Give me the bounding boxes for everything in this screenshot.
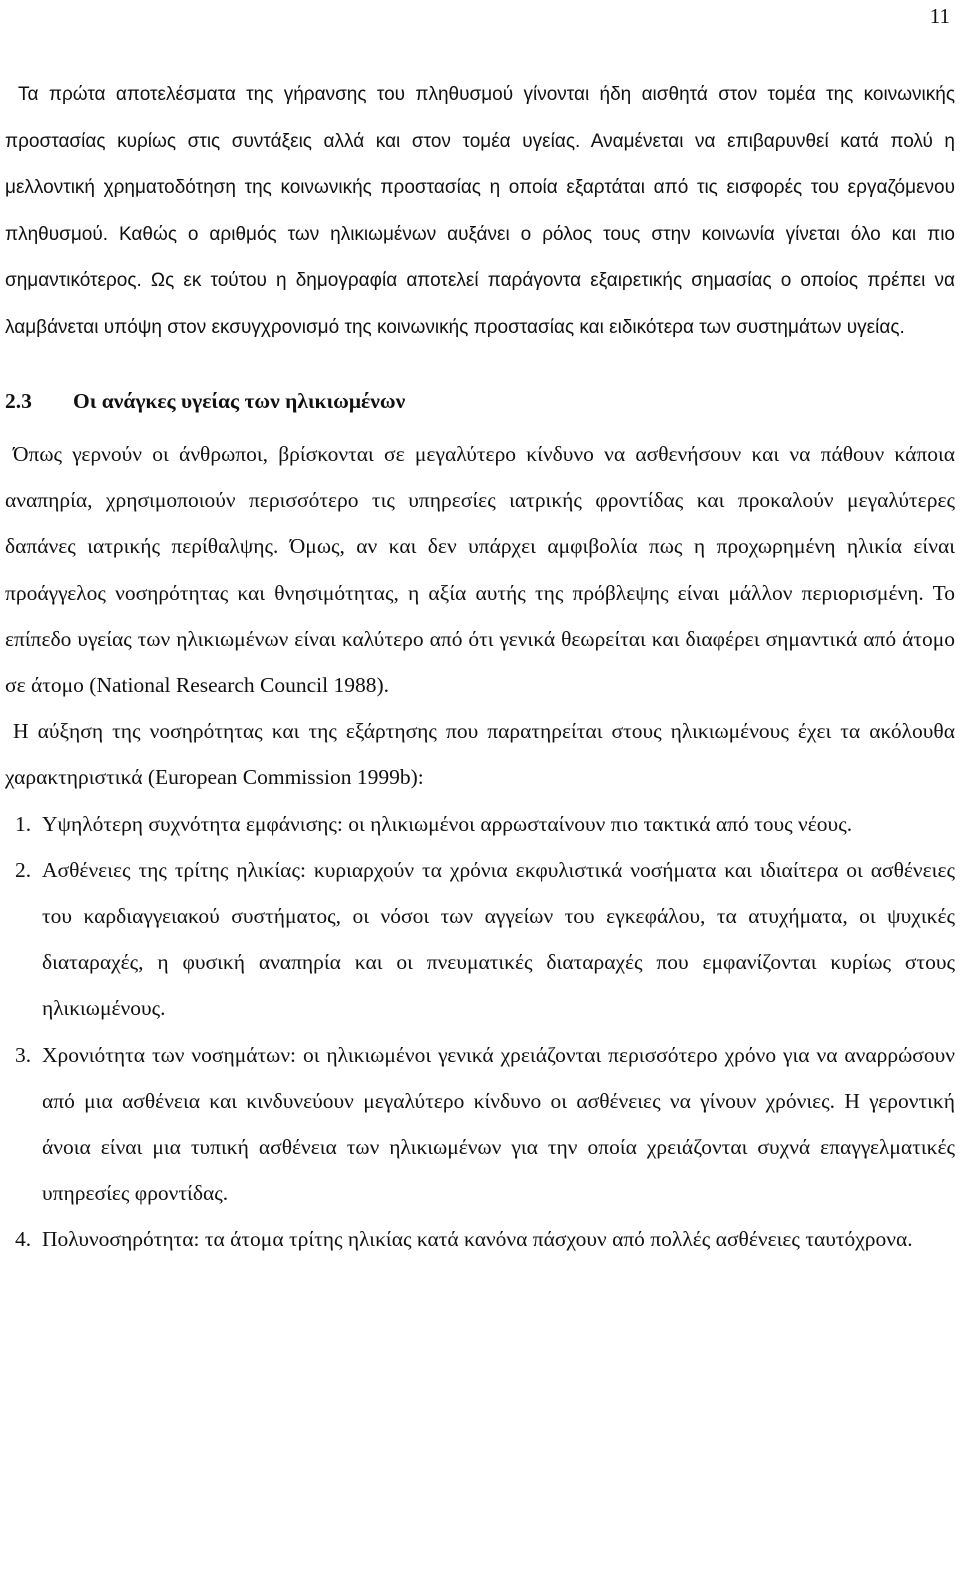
characteristics-list <box>5 801 955 1263</box>
intro-paragraph-text: Τα πρώτα αποτελέσματα της γήρανσης του πληθυσμού γίνονται ήδη αισθητά στον τομέα της κοινωνικής προστασίας κυρίως στις συντάξεις αλλά και στον τομέα υγείας. Αναμένεται να επιβαρυνθεί κατά πολύ η μελλοντική χρηματοδότηση της κοινωνικής προστασίας η οποία εξαρτάται από τις εισφορές του εργαζόμενου πληθυσμού. Καθώς ο αριθμός των ηλικιωμένων αυξάνει ο ρόλος τους στην κοινωνία γίνεται όλο και πιο σημαντικότερος. Ως εκ τούτου η δημογραφία αποτελεί παράγοντα εξαιρετικής σημασίας ο οποίος πρέπει να λαμβάνεται υπόψη στον εκσυγχρονισμό της κοινωνικής προστασίας και ειδικότερα των συστημάτων υγείας. <box>5 84 955 338</box>
section-heading <box>5 378 955 424</box>
page-number: 11 <box>929 4 950 28</box>
body-paragraph-2: Η αύξηση της νοσηρότητας και της εξάρτησης που παρατηρείται στους ηλικιωμένους έχει τα ακόλουθα χαρακτηριστικά (European Commission 1999b): <box>5 719 955 790</box>
list-item-text: Ασθένειες της τρίτης ηλικίας: κυριαρχούν τα χρόνια εκφυλιστικά νοσήματα και ιδιαίτερα οι ασθένειες του καρδιαγγειακού συστήματος, οι νόσοι των αγγείων του εγκεφάλου, τα ατυχήματα, οι ψυχικές διαταραχές, η φυσική αναπηρία και οι πνευματικές διαταραχές που εμφανίζονται κυρίως στους ηλικιωμένους. <box>42 857 955 1021</box>
list-item <box>5 801 955 847</box>
list-item <box>5 1032 955 1217</box>
list-item <box>5 1216 955 1262</box>
section-title: Οι ανάγκες υγείας των ηλικιωμένων <box>73 389 406 413</box>
page-content <box>5 72 955 1263</box>
section-number: 2.3 <box>5 389 32 413</box>
list-item <box>5 847 955 1032</box>
list-item-text: Πολυνοσηρότητα: τα άτομα τρίτης ηλικίας κατά κανόνα πάσχουν από πολλές ασθένειες ταυτόχρονα. <box>42 1227 913 1252</box>
intro-paragraph <box>5 72 955 351</box>
list-marker: 3. <box>15 1042 32 1067</box>
list-marker: 1. <box>15 811 32 836</box>
list-marker: 2. <box>15 857 32 882</box>
body-paragraph-1: Όπως γερνούν οι άνθρωποι, βρίσκονται σε μεγαλύτερο κίνδυνο να ασθενήσουν και να πάθουν κάποια αναπηρία, χρησιμοποιούν περισσότερο τις υπηρεσίες ιατρικής φροντίδας και προκαλούν μεγαλύτερες δαπάνες ιατρικής περίθαλψης. Όμως, αν και δεν υπάρχει αμφιβολία πως η προχωρημένη ηλικία είναι προάγγελος νοσηρότητας και θνησιμότητας, η αξία αυτής της πρόβλεψης είναι μάλλον περιορισμένη. Το επίπεδο υγείας των ηλικιωμένων είναι καλύτερο από ότι γενικά θεωρείται και διαφέρει σημαντικά από άτομο σε άτομο (National Research Council 1988). <box>5 442 955 698</box>
list-marker: 4. <box>15 1227 32 1252</box>
list-item-text: Χρονιότητα των νοσημάτων: οι ηλικιωμένοι γενικά χρειάζονται περισσότερο χρόνο για να αναρρώσουν από μια ασθένεια και κινδυνεύουν μεγαλύτερο κίνδυνο οι ασθένειες να γίνουν χρόνιες. Η γεροντική άνοια είναι μια τυπική ασθένεια των ηλικιωμένων για την οποία χρειάζονται συχνά επαγγελματικές υπηρεσίες φροντίδας. <box>42 1042 955 1206</box>
list-item-text: Υψηλότερη συχνότητα εμφάνισης: οι ηλικιωμένοι αρρωσταίνουν πιο τακτικά από τους νέους. <box>42 811 853 836</box>
